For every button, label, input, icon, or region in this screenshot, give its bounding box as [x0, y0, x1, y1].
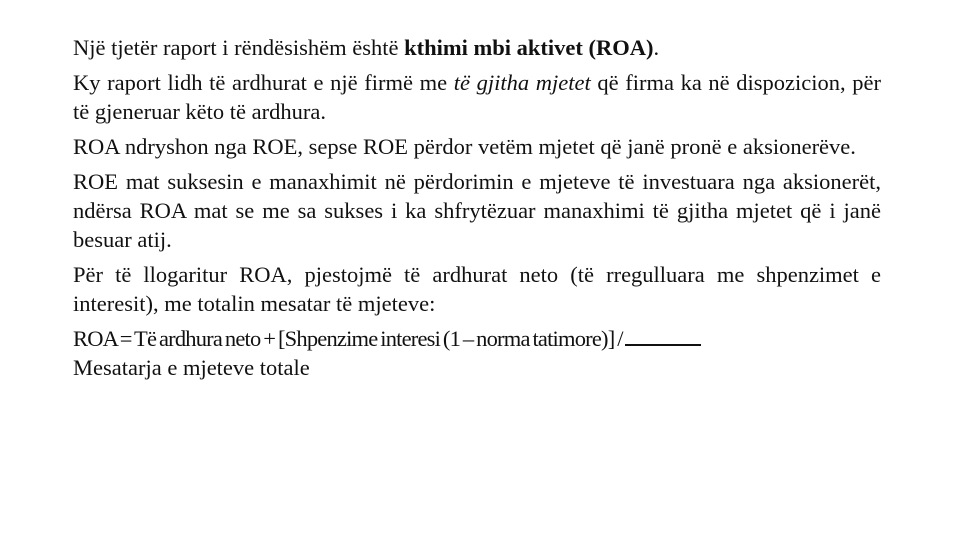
roa-term-bold: kthimi mbi aktivet (ROA)	[404, 35, 654, 60]
roa-intro-text: Një tjetër raport i rëndësishëm është	[73, 35, 405, 60]
paragraph-roa-intro	[73, 33, 881, 62]
roa-definition-text: Ky raport lidh të ardhurat e një firmë me	[73, 70, 454, 95]
paragraph-roa-calculation: Për të llogaritur ROA, pjestojmë të ardhurat neto (të rregulluara me shpenzimet e interesit), me totalin mesatar të mjeteve:	[73, 262, 881, 316]
formula-fraction-bar	[625, 343, 701, 346]
paragraph-roa-definition	[73, 68, 881, 126]
paragraph-roa-vs-roe: ROA ndryshon nga ROE, sepse ROE përdor vetëm mjetet që janë pronë e aksionerëve.	[73, 134, 856, 159]
formula-numerator: ROA = Të ardhura neto + [Shpenzime interesi (1 – norma tatimore)] /	[73, 326, 623, 351]
formula-numerator-line	[73, 324, 881, 353]
paragraph-roe-measure: ROE mat suksesin e manaxhimit në përdorimin e mjeteve të investuara nga aksionerët, ndërsa ROA mat se me sa sukses i ka shfrytëzuar manaxhimi të gjitha mjetet që i janë besuar atij.	[73, 169, 881, 252]
roa-intro-period: .	[653, 35, 660, 60]
roa-definition-rest: që firma ka në dispozicion, për të gjeneruar këto të ardhura.	[73, 70, 882, 124]
slide-body	[73, 33, 881, 382]
all-assets-italic: të gjitha mjetet	[453, 70, 591, 95]
roa-formula	[73, 324, 881, 382]
formula-denominator: Mesatarja e mjeteve totale	[73, 355, 310, 380]
